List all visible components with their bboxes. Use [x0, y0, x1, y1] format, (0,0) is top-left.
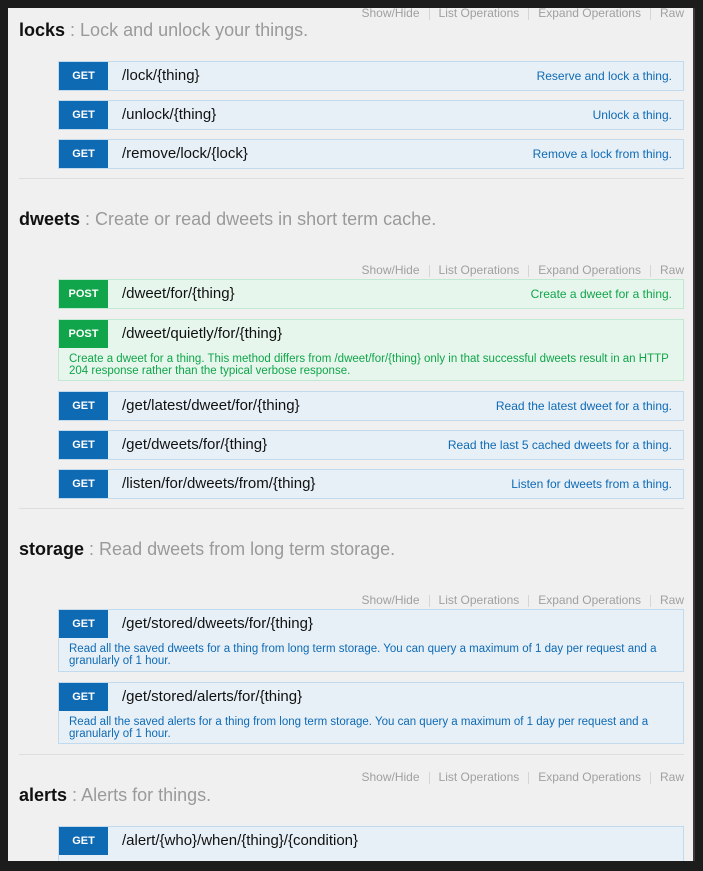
- section-heading: [19, 209, 436, 230]
- http-method-badge[interactable]: GET: [59, 827, 108, 855]
- section-description: Create or read dweets in short term cache.: [95, 209, 437, 229]
- http-method-badge[interactable]: GET: [59, 470, 108, 498]
- operation-get-listen-dweets[interactable]: [58, 469, 684, 499]
- endpoint-path[interactable]: /get/dweets/for/{thing}: [122, 436, 268, 453]
- endpoint-summary[interactable]: Listen for dweets from a thing.: [511, 477, 672, 491]
- section-description: Alerts for things.: [81, 785, 212, 805]
- expand-operations-link[interactable]: Expand Operations: [538, 263, 641, 277]
- section-name[interactable]: alerts: [19, 785, 68, 805]
- section-name[interactable]: storage: [19, 539, 85, 559]
- section-divider: [19, 178, 684, 179]
- list-operations-link[interactable]: List Operations: [438, 770, 520, 784]
- show-hide-link[interactable]: Show/Hide: [361, 593, 420, 607]
- endpoint-summary[interactable]: Read the last 5 cached dweets for a thing.: [447, 438, 672, 452]
- operation-get-latest-dweet[interactable]: [58, 391, 684, 421]
- http-method-badge[interactable]: GET: [59, 431, 108, 459]
- endpoint-path[interactable]: /listen/for/dweets/from/{thing}: [122, 475, 316, 492]
- endpoint-summary[interactable]: Reserve and lock a thing.: [536, 69, 672, 83]
- http-method-badge[interactable]: POST: [59, 320, 108, 348]
- endpoint-summary[interactable]: Create a dweet for a thing.: [530, 287, 672, 301]
- list-operations-link[interactable]: List Operations: [438, 8, 520, 20]
- section-separator: :: [84, 539, 100, 559]
- raw-link[interactable]: Raw: [659, 8, 684, 20]
- section-divider: [19, 508, 684, 509]
- section-divider: [19, 754, 684, 755]
- operation-links: [353, 593, 685, 607]
- section-name[interactable]: dweets: [19, 209, 81, 229]
- endpoint-path[interactable]: /lock/{thing}: [122, 67, 200, 84]
- endpoint-summary[interactable]: Remove a lock from thing.: [532, 147, 672, 161]
- operation-links: [353, 770, 685, 784]
- expand-operations-link[interactable]: Expand Operations: [538, 770, 641, 784]
- section-heading: [19, 785, 211, 806]
- endpoint-summary[interactable]: Read the latest dweet for a thing.: [495, 399, 672, 413]
- operation-post-dweet-quietly[interactable]: [58, 319, 684, 381]
- section-separator: :: [67, 785, 82, 805]
- section-name[interactable]: locks: [19, 20, 66, 40]
- http-method-badge[interactable]: GET: [59, 683, 108, 711]
- raw-link[interactable]: Raw: [659, 770, 684, 784]
- endpoint-path[interactable]: /get/stored/alerts/for/{thing}: [122, 688, 303, 705]
- http-method-badge[interactable]: GET: [59, 140, 108, 168]
- endpoint-path[interactable]: /get/stored/dweets/for/{thing}: [122, 615, 313, 632]
- section-description: Lock and unlock your things.: [80, 20, 309, 40]
- operation-get-remove-lock[interactable]: [58, 139, 684, 169]
- operation-get-stored-dweets[interactable]: [58, 609, 684, 672]
- http-method-badge[interactable]: GET: [59, 610, 108, 638]
- endpoint-path[interactable]: /get/latest/dweet/for/{thing}: [122, 397, 300, 414]
- section-description: Read dweets from long term storage.: [99, 539, 396, 559]
- operation-links: [353, 263, 685, 277]
- endpoint-notes: Read all the saved dweets for a thing from long term storage. You can query a maximum of 1 day per request and a granularly of 1 hour.: [69, 643, 657, 667]
- endpoint-path[interactable]: /remove/lock/{lock}: [122, 145, 248, 162]
- operation-post-dweet[interactable]: [58, 279, 684, 309]
- operation-get-alert[interactable]: [58, 826, 684, 861]
- section-separator: :: [65, 20, 81, 40]
- expand-operations-link[interactable]: Expand Operations: [538, 8, 641, 20]
- show-hide-link[interactable]: Show/Hide: [361, 8, 420, 20]
- operation-get-dweets[interactable]: [58, 430, 684, 460]
- endpoint-notes: Create a dweet for a thing. This method differs from /dweet/for/{thing} only in that successful dweets result in an HTTP 204 response rather than the typical verbose response.: [69, 353, 669, 377]
- section-heading: [19, 20, 308, 41]
- list-operations-link[interactable]: List Operations: [438, 593, 520, 607]
- scrollbar[interactable]: [693, 8, 695, 861]
- section-separator: :: [80, 209, 96, 229]
- list-operations-link[interactable]: List Operations: [438, 263, 520, 277]
- endpoint-notes: Read all the saved alerts for a thing from long term storage. You can query a maximum of 1 day per request and a granularly of 1 hour.: [69, 716, 649, 740]
- operation-get-stored-alerts[interactable]: [58, 682, 684, 744]
- api-docs-viewport: [8, 8, 693, 861]
- endpoint-path[interactable]: /dweet/quietly/for/{thing}: [122, 325, 283, 342]
- show-hide-link[interactable]: Show/Hide: [361, 770, 420, 784]
- show-hide-link[interactable]: Show/Hide: [361, 263, 420, 277]
- http-method-badge[interactable]: GET: [59, 101, 108, 129]
- http-method-badge[interactable]: GET: [59, 392, 108, 420]
- endpoint-path[interactable]: /unlock/{thing}: [122, 106, 217, 123]
- section-heading: [19, 539, 395, 560]
- raw-link[interactable]: Raw: [659, 263, 684, 277]
- endpoint-path[interactable]: /alert/{who}/when/{thing}/{condition}: [122, 832, 359, 849]
- http-method-badge[interactable]: POST: [59, 280, 108, 308]
- endpoint-summary[interactable]: Unlock a thing.: [592, 108, 672, 122]
- operation-get-unlock[interactable]: [58, 100, 684, 130]
- raw-link[interactable]: Raw: [659, 593, 684, 607]
- endpoint-path[interactable]: /dweet/for/{thing}: [122, 285, 235, 302]
- operation-get-lock[interactable]: [58, 61, 684, 91]
- expand-operations-link[interactable]: Expand Operations: [538, 593, 641, 607]
- http-method-badge[interactable]: GET: [59, 62, 108, 90]
- operation-links: [353, 8, 685, 20]
